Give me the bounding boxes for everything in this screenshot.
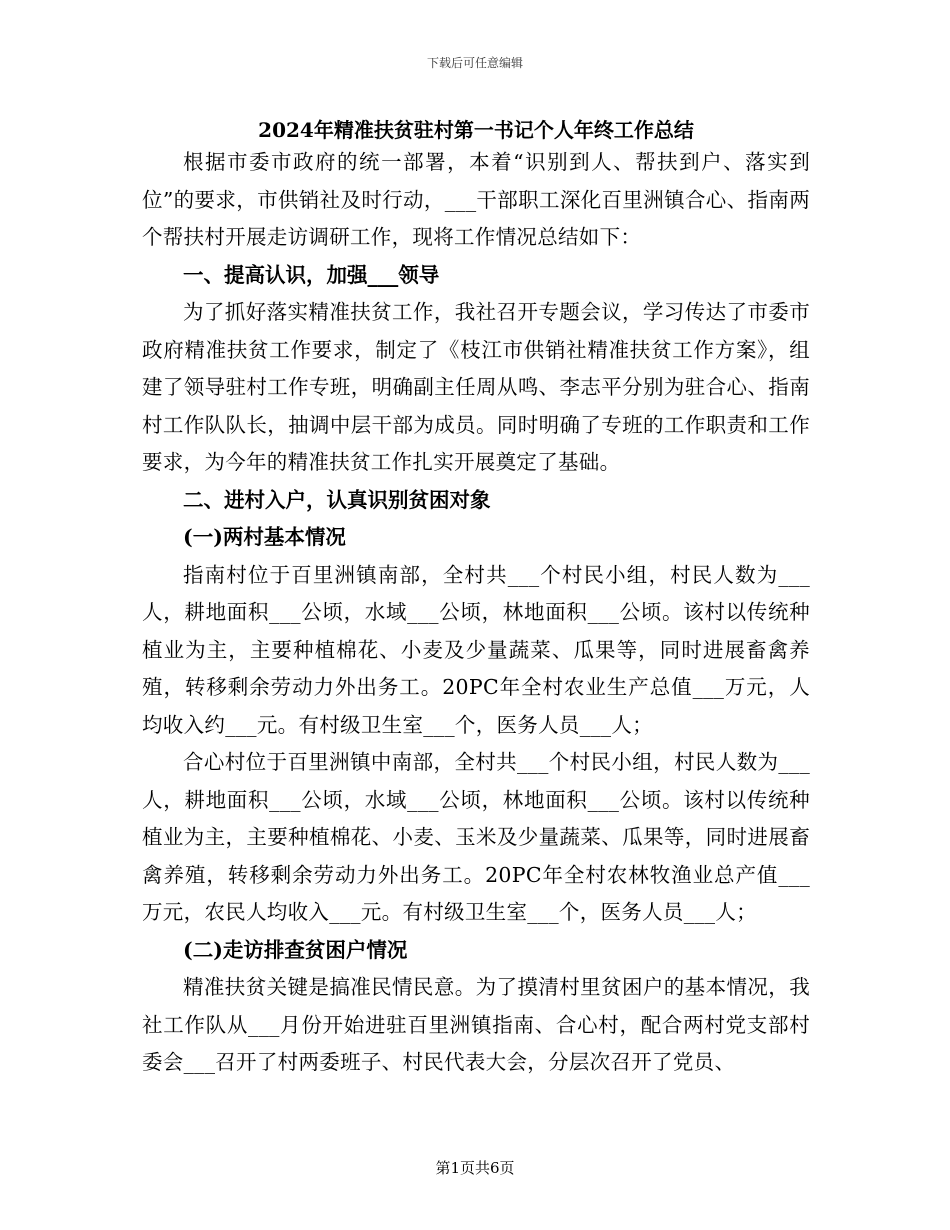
- page-header-note: 下载后可任意编辑: [426, 56, 523, 70]
- paragraph-visit-survey: 精准扶贫关键是搞准民情民意。为了摸清村里贫困户的基本情况，我社工作队从___月份开始进驻百里洲镇指南、合心村，配合两村党支部村委会___召开了村两委班子、村民代表大会，分层次召开了党员、: [142, 975, 810, 1074]
- subsection-heading-2-1: (一)两村基本情况: [183, 525, 346, 549]
- subsection-heading-2-2: (二)走访排查贫困户情况: [183, 937, 408, 962]
- paragraph-section-1: 为了抓好落实精准扶贫工作，我社召开专题会议，学习传达了市委市政府精准扶贫工作要求，制定了《枝江市供销社精准扶贫工作方案》，组建了领导驻村工作专班，明确副主任周从鸣、李志平分别为驻合心、指南村工作队队长，抽调中层干部为成员。同时明确了专班的工作职责和工作要求，为今年的精准扶贫工作扎实开展奠定了基础。: [142, 300, 810, 474]
- paragraph-hexin-village: 合心村位于百里洲镇中南部，全村共___个村民小组，村民人数为___人，耕地面积___公顷，水域___公顷，林地面积___公顷。该村以传统种植业为主，主要种植棉花、小麦、玉米及少量蔬菜、瓜果等，同时进展畜禽养殖，转移剩余劳动力外出务工。20PC年全村农林牧渔业总产值___万元，农民人均收入___元。有村级卫生室___个，医务人员___人；: [142, 750, 810, 924]
- page-number: 第1页共6页: [435, 1159, 515, 1177]
- document-title: 2024年精准扶贫驻村第一书记个人年终工作总结: [258, 118, 694, 142]
- paragraph-intro: 根据市委市政府的统一部署，本着“识别到人、帮扶到户、落实到位”的要求，市供销社及时行动，___干部职工深化百里洲镇合心、指南两个帮扶村开展走访调研工作，现将工作情况总结如下：: [142, 150, 810, 249]
- paragraph-zhinan-village: 指南村位于百里洲镇南部，全村共___个村民小组，村民人数为___人，耕地面积___公顷，水域___公顷，林地面积___公顷。该村以传统种植业为主，主要种植棉花、小麦及少量蔬菜、瓜果等，同时进展畜禽养殖，转移剩余劳动力外出务工。20PC年全村农业生产总值___万元，人均收入约___元。有村级卫生室___个，医务人员___人；: [142, 562, 810, 737]
- section-heading-1: 一、提高认识，加强___领导: [183, 262, 440, 287]
- section-heading-2: 二、进村入户，认真识别贫困对象: [183, 487, 491, 512]
- document-body: [142, 144, 810, 1082]
